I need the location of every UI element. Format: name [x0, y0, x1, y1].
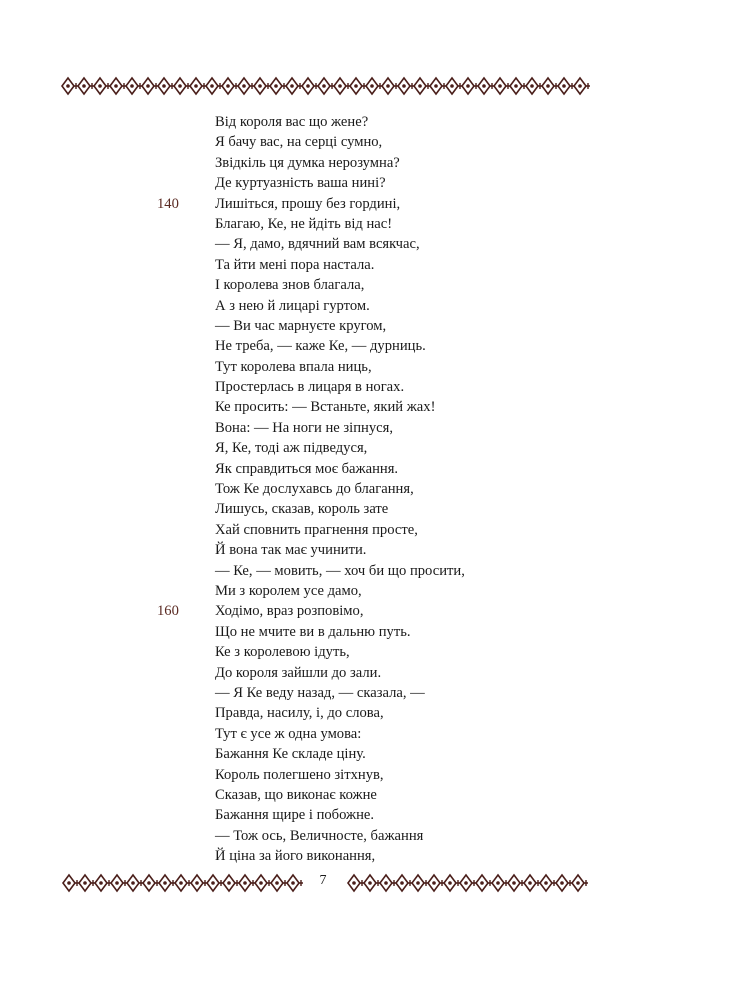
poem-line-text: — Я, дамо, вдячний вам всякчас,: [215, 236, 420, 253]
line-number: 160: [157, 603, 179, 620]
ornament-motif: [302, 78, 318, 94]
ornament-motif: [524, 875, 540, 891]
ornament-motif: [78, 78, 94, 94]
ornament-motif: [63, 875, 79, 891]
ornament-motif: [222, 78, 238, 94]
ornament-motif: [334, 78, 350, 94]
ornament-motif: [398, 78, 414, 94]
ornament-motif: [159, 875, 175, 891]
ornament-motif: [270, 78, 286, 94]
ornament-motif: [574, 78, 590, 94]
ornament-motif: [540, 875, 556, 891]
poem-line: [215, 622, 555, 642]
poem-line-text: Правда, насилу, і, до слова,: [215, 705, 384, 722]
poem-line: [215, 785, 555, 805]
ornament-motif: [510, 78, 526, 94]
poem-text: [157, 112, 555, 866]
ornament-motif: [364, 875, 380, 891]
ornament-motif: [492, 875, 508, 891]
ornament-motif: [94, 78, 110, 94]
ornament-motif: [254, 78, 270, 94]
ornament-motif: [428, 875, 444, 891]
poem-line-text: Ми з королем усе дамо,: [215, 582, 362, 599]
ornament-motif: [572, 875, 588, 891]
poem-line-text: — Ке, — мовить, — хоч би що просити,: [215, 562, 465, 579]
poem-line: [215, 846, 555, 866]
poem-line-text: — Я Ке веду назад, — сказала, —: [215, 684, 425, 701]
poem-line-text: Не треба, — каже Ке, — дурниць.: [215, 338, 426, 355]
ornament-motif: [223, 875, 239, 891]
ornament-motif: [508, 875, 524, 891]
poem-line-text: — Тож ось, Величносте, бажання: [215, 827, 424, 844]
poem-line: [215, 765, 555, 785]
ornament-motif: [111, 875, 127, 891]
ornament-motif: [206, 78, 222, 94]
poem-line-text: Простерлась в лицаря в ногах.: [215, 379, 405, 396]
ornament-motif: [127, 875, 143, 891]
ornament-motif: [110, 78, 126, 94]
poem-line-text: Король полегшено зітхнув,: [215, 766, 384, 783]
ornament-border-bottom-left: [58, 872, 304, 894]
poem-line-text: Від короля вас що жене?: [215, 114, 369, 130]
ornament-motif: [476, 875, 492, 891]
poem-line-text: Ке з королевою ідуть,: [215, 644, 350, 661]
ornament-motif: [271, 875, 287, 891]
ornament-border-top: [58, 75, 590, 97]
poem-line-text: Я бачу вас, на серці сумно,: [215, 134, 383, 151]
poem-line-text: Тут є усе ж одна умова:: [215, 725, 362, 742]
ornament-motif: [558, 78, 574, 94]
poem-line: [215, 418, 555, 438]
poem-line: [215, 459, 555, 479]
poem-line: [215, 642, 555, 662]
ornament-motif: [414, 78, 430, 94]
poem-line: [215, 153, 555, 173]
ornament-motif: [158, 78, 174, 94]
poem-line-text: — Ви час марнуєте кругом,: [215, 317, 387, 334]
poem-line: [215, 357, 555, 377]
poem-line: [215, 336, 555, 356]
poem-line: [215, 805, 555, 825]
ornament-motif: [207, 875, 223, 891]
poem-line: [215, 540, 555, 560]
ornament-motif: [239, 875, 255, 891]
poem-line: [215, 234, 555, 254]
poem-line-text: Де куртуазність ваша нині?: [215, 175, 386, 192]
poem-line: [215, 397, 555, 417]
ornament-motif: [556, 875, 572, 891]
ornament-motif: [238, 78, 254, 94]
poem-line: [215, 520, 555, 540]
ornament-motif: [462, 78, 478, 94]
ornament-motif: [318, 78, 334, 94]
poem-line: [215, 663, 555, 683]
ornament-motif: [366, 78, 382, 94]
poem-line: [215, 479, 555, 499]
ornament-motif: [95, 875, 111, 891]
ornament-motif: [478, 78, 494, 94]
poem-line: [215, 296, 555, 316]
ornament-motif: [255, 875, 271, 891]
poem-line: [215, 112, 555, 132]
poem-line-text: Бажання щире і побожне.: [215, 807, 375, 824]
poem-line-text: Тут королева впала ниць,: [215, 358, 372, 375]
page-number: 7: [319, 873, 327, 888]
poem-line-text: Лишіться, прошу без гордині,: [215, 195, 401, 212]
poem-line: [215, 703, 555, 723]
ornament-motif: [526, 78, 542, 94]
ornament-motif: [142, 78, 158, 94]
poem-line-text: Лишусь, сказав, король зате: [215, 501, 389, 518]
poem-line-text: Й ціна за його виконання,: [215, 848, 376, 865]
poem-line: [215, 275, 555, 295]
ornament-motif: [494, 78, 510, 94]
poem-line-text: Тож Ке дослухавсь до благання,: [215, 481, 414, 498]
ornament-motif: [286, 78, 302, 94]
ornament-motif: [79, 875, 95, 891]
poem-line: [157, 601, 555, 621]
poem-line: [215, 316, 555, 336]
poem-line: [215, 581, 555, 601]
ornament-motif: [380, 875, 396, 891]
poem-line: [215, 132, 555, 152]
ornament-motif: [175, 875, 191, 891]
poem-line-text: Бажання Ке складе ціну.: [215, 746, 366, 763]
poem-line-text: До короля зайшли до зали.: [215, 664, 382, 681]
poem-line: [157, 194, 555, 214]
poem-line: [215, 214, 555, 234]
poem-line: [215, 173, 555, 193]
poem-line: [215, 561, 555, 581]
poem-line-text: Благаю, Ке, не йдіть від нас!: [215, 215, 393, 232]
poem-line: [215, 377, 555, 397]
poem-line-text: Сказав, що виконає кожне: [215, 786, 377, 803]
ornament-motif: [190, 78, 206, 94]
ornament-motif: [348, 875, 364, 891]
poem-line-text: Та йти мені пора настала.: [215, 256, 375, 273]
ornament-motif: [287, 875, 303, 891]
poem-line-text: Що не мчите ви в дальню путь.: [215, 623, 411, 640]
poem-line-text: Ходімо, враз розповімо,: [215, 603, 364, 620]
ornament-motif: [174, 78, 190, 94]
poem-line-text: Хай сповнить прагнення просте,: [215, 521, 418, 538]
ornament-motif: [430, 78, 446, 94]
ornament-motif: [396, 875, 412, 891]
ornament-motif: [382, 78, 398, 94]
poem-line-text: Я, Ке, тоді аж підведуся,: [215, 440, 368, 457]
ornament-motif: [412, 875, 428, 891]
poem-line: [215, 683, 555, 703]
ornament-motif: [191, 875, 207, 891]
poem-line-text: Звідкіль ця думка нерозумна?: [215, 154, 400, 171]
poem-line: [215, 724, 555, 744]
ornament-motif: [126, 78, 142, 94]
line-number: 140: [157, 195, 179, 212]
poem-line-text: Ке просить: — Встаньте, який жах!: [215, 399, 436, 416]
poem-line: [215, 255, 555, 275]
ornament-motif: [143, 875, 159, 891]
poem-line-text: Вона: — На ноги не зіпнуся,: [215, 419, 393, 436]
ornament-motif: [542, 78, 558, 94]
poem-line: [215, 499, 555, 519]
ornament-border-bottom-right: [342, 872, 590, 894]
ornament-motif: [460, 875, 476, 891]
poem-line: [215, 826, 555, 846]
poem-line-text: І королева знов благала,: [215, 277, 365, 294]
ornament-motif: [446, 78, 462, 94]
poem-line: [215, 744, 555, 764]
ornament-motif: [444, 875, 460, 891]
poem-line-text: А з нею й лицарі гуртом.: [215, 297, 370, 314]
poem-line-text: Й вона так має учинити.: [215, 542, 367, 559]
ornament-motif: [350, 78, 366, 94]
ornament-motif: [62, 78, 78, 94]
poem-line-text: Як справдиться моє бажання.: [215, 460, 399, 477]
poem-line: [215, 438, 555, 458]
